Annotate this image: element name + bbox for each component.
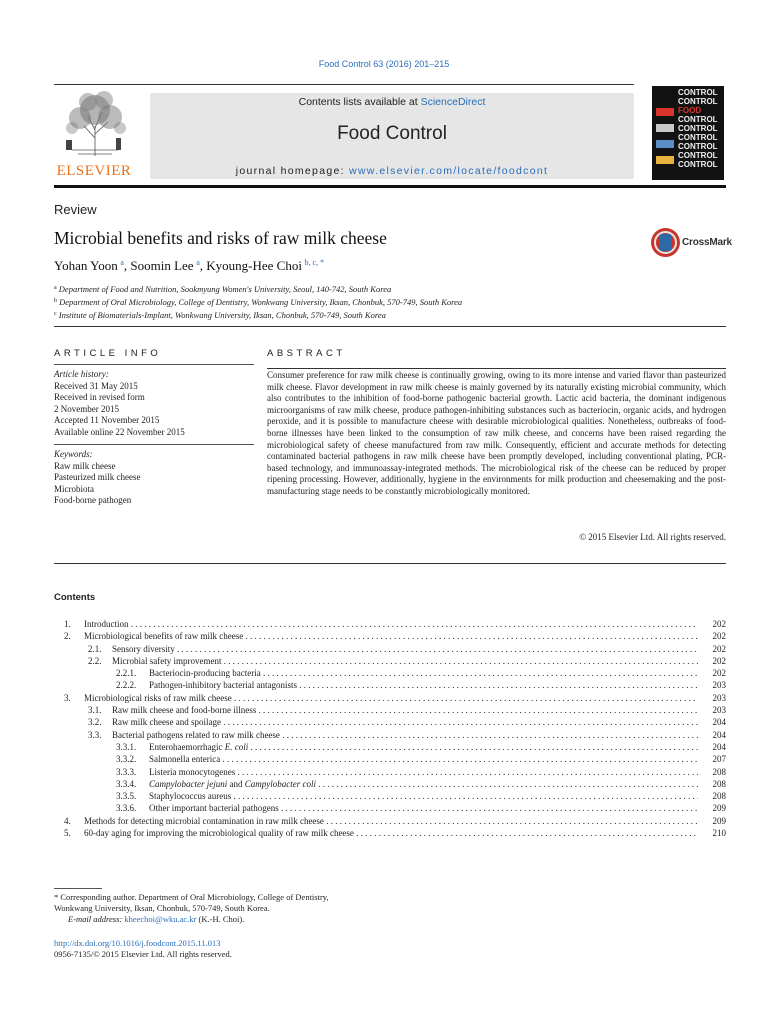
- author-name[interactable]: Kyoung-Hee Choi: [206, 258, 302, 273]
- journal-citation[interactable]: Food Control 63 (2016) 201–215: [318, 59, 450, 69]
- toc-page-number: 202: [700, 655, 726, 667]
- toc-number: 2.2.: [88, 655, 102, 666]
- affiliation-text: Department of Oral Microbiology, College of Dentistry, Wonkwang University, Iksan, Chonbuk, 570-749, South Korea: [59, 297, 463, 307]
- toc-page-number: 202: [700, 667, 726, 679]
- cover-line: CONTROL: [678, 151, 718, 160]
- email-label: E-mail address:: [68, 914, 125, 924]
- cover-swatch-grey: [656, 124, 674, 132]
- issn-line: 0956-7135/© 2015 Elsevier Ltd. All rights reserved.: [54, 949, 232, 959]
- toc-entry[interactable]: [54, 692, 726, 704]
- toc-label[interactable]: [112, 655, 698, 667]
- toc-label[interactable]: [149, 802, 698, 814]
- toc-entry[interactable]: [54, 766, 726, 778]
- history-label: Article history:: [54, 369, 109, 379]
- footnote-email-line: [54, 914, 329, 925]
- cover-line: CONTROL: [678, 160, 718, 169]
- elsevier-tree-icon: [58, 88, 132, 158]
- toc-label[interactable]: [112, 729, 698, 741]
- toc-number: 4.: [64, 815, 71, 826]
- cover-title-stack: [678, 88, 724, 169]
- toc-entry[interactable]: [54, 753, 726, 765]
- toc-entry[interactable]: [54, 643, 726, 655]
- journal-info-box: [150, 93, 634, 179]
- contents-available: [150, 96, 634, 108]
- cover-line: FOOD: [678, 106, 702, 115]
- toc-label[interactable]: [149, 741, 698, 753]
- toc-page-number: 204: [700, 716, 726, 728]
- toc-label[interactable]: [84, 618, 698, 630]
- homepage-label: journal homepage:: [235, 165, 350, 177]
- toc-page-number: 203: [700, 704, 726, 716]
- cover-line: CONTROL: [678, 142, 718, 151]
- toc-page-number: 202: [700, 618, 726, 630]
- toc-label[interactable]: [112, 704, 698, 716]
- toc-label[interactable]: [84, 692, 698, 704]
- toc-number: 2.: [64, 631, 71, 642]
- toc-entry[interactable]: [54, 741, 726, 753]
- toc-number: 3.2.: [88, 717, 102, 728]
- toc-page-number: 204: [700, 741, 726, 753]
- toc-page-number: 208: [700, 778, 726, 790]
- article-info-heading: ARTICLE INFO: [54, 348, 162, 359]
- toc-number: 3.3.6.: [116, 803, 137, 814]
- doi-block: [54, 938, 232, 960]
- toc-label-text: Microbiological benefits of raw milk cheese: [84, 631, 244, 642]
- toc-entry[interactable]: [54, 815, 726, 827]
- toc-label[interactable]: [84, 827, 698, 839]
- contents-available-text: Contents lists available at: [298, 96, 421, 108]
- crossmark-icon: [651, 228, 680, 257]
- toc-label-text: Sensory diversity: [112, 643, 175, 654]
- toc-entry[interactable]: [54, 704, 726, 716]
- toc-number: 3.3.2.: [116, 754, 137, 765]
- toc-label-text: Salmonella enterica: [149, 754, 221, 765]
- author-separator: ,: [199, 258, 207, 273]
- journal-homepage: [150, 165, 634, 177]
- cover-line: CONTROL: [678, 133, 718, 142]
- abstract-text: Consumer preference for raw milk cheese is continually growing, owing to its more intense and varied flavor than pasteurized milk cheese. Flavor development in raw milk cheese is mainly governed by its naturally existing microbial community, which also contributes to the inhibition of food-borne pathogenic bacterial growth. Lactic acid bacteria, the dominant indigenous microorganisms of raw milk cheese, produce pathogen-inhibiting substances such as bacteriocin, organic acids, and hydrogen peroxide, and it is possible to manufacture cheese with desirable microbiological qualities. Nonetheless, outbreaks of food-borne illnesses have been linked to the consumption of raw milk cheese, and concerns have been raised regarding the microbiological safety of cheese manufactured from raw milk. Consequently, efficient and accurate methods for detecting contaminated bacterial pathogens in raw milk cheese have been promptly developed, including conventional plating, PCR-based technology, and immunoassay-integrated methods. The microbiological risk of the cheese can be reduced by proper ripening processing. However, additionally, hygiene in the environments for milk production and cheesemaking and the post-manufacturing stage needs to be constantly microbiologically monitored.: [267, 370, 726, 496]
- affiliation-mark: c: [54, 311, 57, 317]
- toc-label-italic: E. coli: [224, 741, 249, 752]
- keyword: Food-borne pathogen: [54, 495, 132, 505]
- article-title: Microbial benefits and risks of raw milk cheese: [54, 228, 387, 248]
- keyword: Microbiota: [54, 483, 94, 494]
- doi-link[interactable]: http://dx.doi.org/10.1016/j.foodcont.2015.11.013: [54, 938, 221, 948]
- toc-entry[interactable]: [54, 790, 726, 802]
- cover-line: CONTROL: [678, 115, 718, 124]
- author-name[interactable]: Yohan Yoon: [54, 258, 118, 273]
- toc-label[interactable]: [149, 679, 698, 691]
- toc-page-number: 208: [700, 766, 726, 778]
- cover-line: CONTROL: [678, 88, 718, 97]
- toc-label-text: Microbial safety improvement: [112, 655, 222, 666]
- toc-entry[interactable]: [54, 655, 726, 667]
- toc-entry[interactable]: [54, 802, 726, 814]
- author-name[interactable]: Soomin Lee: [130, 258, 194, 273]
- history-item: Received 31 May 2015: [54, 380, 138, 391]
- toc-entry[interactable]: [54, 827, 726, 839]
- toc-entry[interactable]: [54, 778, 726, 790]
- toc-number: 3.3.1.: [116, 741, 137, 752]
- footnote-rule: [54, 888, 102, 889]
- abstract-divider: [54, 563, 726, 564]
- toc-label[interactable]: [112, 716, 698, 728]
- toc-label-text: Pathogen-inhibitory bacterial antagonists: [149, 680, 297, 691]
- toc-label-text: Bacteriocin-producing bacteria: [149, 668, 261, 679]
- article-type: Review: [54, 202, 97, 217]
- journal-masthead: [54, 84, 726, 190]
- toc-entry[interactable]: [54, 679, 726, 691]
- toc-page-number: 209: [700, 815, 726, 827]
- toc-page-number: 209: [700, 802, 726, 814]
- keywords-label: Keywords:: [54, 449, 93, 459]
- journal-title: Food Control: [337, 123, 447, 144]
- cover-swatch-blue: [656, 140, 674, 148]
- author-separator: ,: [123, 258, 131, 273]
- toc-entry[interactable]: [54, 618, 726, 630]
- keywords: [54, 449, 254, 507]
- toc-label[interactable]: [112, 643, 698, 655]
- affiliation-mark: a: [54, 285, 57, 291]
- elsevier-wordmark: ELSEVIER: [56, 163, 132, 179]
- abstract-top-rule: [267, 368, 726, 369]
- toc-number: 2.2.2.: [116, 680, 137, 691]
- toc-label[interactable]: [149, 790, 698, 802]
- history-item: 2 November 2015: [54, 403, 119, 414]
- toc-label-text: Raw milk cheese and food-borne illness: [112, 705, 257, 716]
- toc-label-text: and: [227, 778, 245, 789]
- toc-number: 3.3.4.: [116, 778, 137, 789]
- toc-label[interactable]: [84, 630, 698, 642]
- contents-heading: Contents: [54, 592, 96, 603]
- toc-label[interactable]: [149, 766, 698, 778]
- elsevier-logo[interactable]: [54, 88, 134, 182]
- abstract-heading: ABSTRACT: [267, 348, 346, 359]
- toc-number: 1.: [64, 619, 71, 629]
- masthead-bottom-rule: [54, 185, 726, 188]
- crossmark-badge[interactable]: [651, 228, 731, 260]
- toc-page-number: 203: [700, 692, 726, 704]
- toc-label-italic: Campylobacter jejuni: [149, 778, 228, 789]
- toc-label-text: Other important bacterial pathogens: [149, 803, 279, 814]
- toc-page-number: 202: [700, 630, 726, 642]
- affiliation: [54, 295, 462, 308]
- affiliation: [54, 282, 462, 295]
- article-history: [54, 369, 254, 438]
- affiliation-text: Institute of Biomaterials-Implant, Wonkwang University, Iksan, Chonbuk, 570-749, South Korea: [58, 310, 386, 320]
- history-item: Received in revised form: [54, 392, 145, 402]
- toc-page-number: 202: [700, 643, 726, 655]
- toc-page-number: 204: [700, 729, 726, 741]
- toc-label-text: Microbiological risks of raw milk cheese: [84, 692, 232, 703]
- toc-label-text: Methods for detecting microbial contamination in raw milk cheese: [84, 815, 324, 826]
- toc-label-text: Enterohaemorrhagic: [149, 741, 225, 752]
- cover-swatch-yellow: [656, 156, 674, 164]
- crossmark-label: CrossMark: [682, 237, 732, 248]
- article-info: [54, 364, 254, 513]
- email-suffix: (K.-H. Choi).: [196, 914, 245, 924]
- toc-label-text: Introduction: [84, 619, 129, 629]
- toc-number: 2.2.1.: [116, 668, 137, 679]
- toc-number: 3.3.3.: [116, 766, 137, 777]
- abstract-copyright: © 2015 Elsevier Ltd. All rights reserved.: [579, 532, 726, 542]
- corresponding-author-note: [54, 892, 329, 925]
- toc-page-number: 210: [700, 827, 726, 839]
- toc-page-number: 207: [700, 753, 726, 765]
- toc-number: 3.: [64, 692, 71, 703]
- author-list: [54, 258, 324, 274]
- header-divider: [54, 326, 726, 327]
- toc-entry[interactable]: [54, 729, 726, 741]
- keywords-list: [54, 461, 254, 507]
- history-item: Accepted 11 November 2015: [54, 415, 160, 425]
- cover-swatch-red: [656, 108, 674, 116]
- toc-entry[interactable]: [54, 716, 726, 728]
- sciencedirect-link[interactable]: ScienceDirect: [420, 96, 486, 108]
- toc-label-text: Bacterial pathogens related to raw milk cheese: [112, 729, 280, 740]
- author-affiliation-mark[interactable]: a: [120, 258, 124, 267]
- toc-number: 3.3.: [88, 729, 102, 740]
- toc-number: 5.: [64, 828, 71, 839]
- email-link[interactable]: kheechoi@wku.ac.kr: [124, 914, 197, 924]
- toc-label-italic: Campylobacter coli: [244, 778, 316, 789]
- affiliation-mark: b: [54, 298, 57, 304]
- table-of-contents: [54, 618, 726, 839]
- toc-label[interactable]: [149, 753, 698, 765]
- author-affiliation-mark[interactable]: a: [196, 258, 200, 267]
- toc-number: 3.1.: [88, 705, 102, 716]
- keyword: Pasteurized milk cheese: [54, 472, 141, 482]
- cover-line: CONTROL: [678, 97, 718, 106]
- cover-line: CONTROL: [678, 124, 718, 133]
- toc-page-number: 208: [700, 790, 726, 802]
- toc-number: 3.3.5.: [116, 791, 137, 802]
- masthead-top-rule: [54, 84, 634, 85]
- toc-label[interactable]: [149, 667, 698, 679]
- author-affiliation-mark[interactable]: b, c, *: [304, 258, 325, 267]
- toc-page-number: 203: [700, 679, 726, 691]
- toc-label-text: Staphylococcus aureus: [149, 791, 232, 802]
- toc-entry[interactable]: [54, 630, 726, 642]
- toc-label-text: 60-day aging for improving the microbiological quality of raw milk cheese: [84, 828, 354, 839]
- affiliation: [54, 308, 462, 321]
- journal-cover-thumbnail[interactable]: [652, 86, 724, 180]
- footnote-line-2: Wonkwang University, Iksan, Chonbuk, 570-749, South Korea.: [54, 903, 270, 913]
- toc-label[interactable]: [149, 778, 698, 790]
- affiliation-text: Department of Food and Nutrition, Sookmyung Women's University, Seoul, 140-742, South Korea: [58, 284, 392, 294]
- toc-label[interactable]: [84, 815, 698, 827]
- history-item: Available online 22 November 2015: [54, 426, 185, 437]
- toc-label-text: Raw milk cheese and spoilage: [112, 717, 221, 728]
- footnote-line-1: * Corresponding author. Department of Oral Microbiology, College of Dentistry,: [54, 892, 329, 902]
- toc-label-text: Listeria monocytogenes: [149, 766, 236, 777]
- toc-number: 2.1.: [88, 643, 102, 654]
- history-list: [54, 381, 254, 439]
- affiliation-list: [54, 282, 462, 321]
- toc-entry[interactable]: [54, 667, 726, 679]
- homepage-link[interactable]: www.elsevier.com/locate/foodcont: [349, 165, 549, 177]
- keyword: Raw milk cheese: [54, 460, 116, 471]
